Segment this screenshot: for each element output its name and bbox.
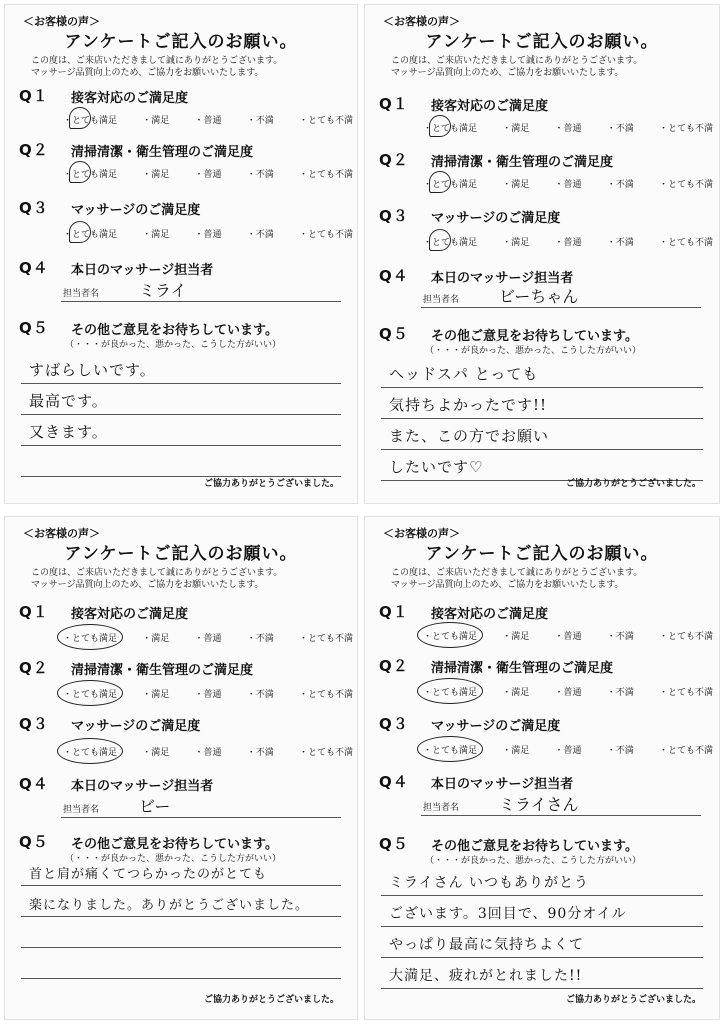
option-dissatisfied[interactable]: ・ 不満 (247, 167, 274, 180)
survey-card: ＜お客様の声＞ アンケートご記入のお願い。 この度は、ご来店いただきまして誠にありがとうございます。 マッサージ品質向上のため、ご協力をお願いいたします。 Q１ 接客対応のご満足度 ・ とても満足 ・ 満足 ・ 普通 ・ 不満 ・ とても不満 Q２ 清掃清潔・衛生管理のご満足度 ・ とても満足 ・ 満足 ・ 普通 ・ 不満 ・ とても不満 Q３ マッサージのご満足度 ・ とても満足 ・ 満足 ・ 普通 ・ 不満 ・ とても不満 Q４ 本日のマッサージ担当者 担当者名 ビーちゃん Q５ その他ご意見をお待ちしています。 （・・・が良かった、悪かった、こうした方がいい） ヘッドスパ とっても 気持ちよかったです!! また、この方でお願い したいです♡ ご協力ありがとうございました。 (364, 4, 720, 504)
comment-lines[interactable] (21, 353, 341, 477)
option-very-satisfied[interactable]: ・ とても満足 (423, 743, 477, 756)
comment-line: ございます。3回目で、90分オイル (381, 896, 703, 927)
option-very-satisfied[interactable]: ・ とても満足 (423, 235, 477, 248)
comment-line (21, 446, 341, 477)
q5-subtext: （・・・が良かった、悪かった、こうした方がいい） (425, 856, 642, 866)
option-normal[interactable]: ・ 普通 (194, 227, 221, 240)
option-dissatisfied[interactable]: ・ 不満 (607, 177, 634, 190)
intro-text: この度は、ご来店いただきまして誠にありがとうございます。 マッサージ品質向上のため、ご協力をお願いいたします。 (391, 568, 643, 590)
comment-line: 又きます。 (21, 415, 341, 446)
comment-line: すばらしいです。 (21, 353, 341, 384)
option-dissatisfied[interactable]: ・ 不満 (607, 743, 634, 756)
q1-options (423, 121, 713, 134)
option-very-satisfied[interactable]: ・ とても満足 (63, 687, 117, 700)
voice-header: ＜お客様の声＞ (383, 15, 460, 28)
q2-options (423, 177, 713, 190)
comment-line: ミライさん いつもありがとう (381, 865, 703, 896)
comment-line: 最高です。 (21, 384, 341, 415)
option-normal[interactable]: ・ 普通 (554, 121, 581, 134)
comment-line: 気持ちよかったです!! (381, 388, 703, 419)
option-satisfied[interactable]: ・ 満足 (502, 177, 529, 190)
voice-header: ＜お客様の声＞ (383, 527, 460, 540)
option-satisfied[interactable]: ・ 満足 (502, 121, 529, 134)
option-normal[interactable]: ・ 普通 (194, 687, 221, 700)
option-very-dissatisfied[interactable]: ・ とても不満 (299, 227, 353, 240)
staff-field[interactable]: 担当者名 ビーちゃん (421, 287, 701, 308)
thanks-text: ご協力ありがとうございました。 (565, 479, 701, 489)
option-very-satisfied[interactable]: ・ とても満足 (423, 121, 477, 134)
intro-text: この度は、ご来店いただきまして誠にありがとうございます。 マッサージ品質向上のため、ご協力をお願いいたします。 (31, 568, 283, 590)
option-very-dissatisfied[interactable]: ・ とても不満 (299, 631, 353, 644)
comment-lines[interactable] (381, 865, 703, 989)
form-title: アンケートご記入のお願い。 (425, 544, 659, 564)
option-normal[interactable]: ・ 普通 (194, 113, 221, 126)
q3-options (63, 227, 353, 240)
staff-field[interactable]: 担当者名 ビー (61, 797, 341, 818)
option-very-dissatisfied[interactable]: ・ とても不満 (659, 121, 713, 134)
option-very-dissatisfied[interactable]: ・ とても不満 (659, 177, 713, 190)
thanks-text: ご協力ありがとうございました。 (203, 995, 339, 1005)
option-very-dissatisfied[interactable]: ・ とても不満 (659, 743, 713, 756)
survey-card: ＜お客様の声＞ アンケートご記入のお願い。 この度は、ご来店いただきまして誠にありがとうございます。 マッサージ品質向上のため、ご協力をお願いいたします。 Q１ 接客対応のご満足度 ・ とても満足 ・ 満足 ・ 普通 ・ 不満 ・ とても不満 Q２ 清掃清潔・衛生管理のご満足度 ・ とても満足 ・ 満足 ・ 普通 ・ 不満 ・ とても不満 Q３ マッサージのご満足度 ・ とても満足 ・ 満足 ・ 普通 ・ 不満 ・ とても不満 Q４ 本日のマッサージ担当者 担当者名 ビー Q５ その他ご意見をお待ちしています。 （・・・が良かった、悪かった、こうした方がいい） 首と肩が痛くてつらかったのがとても 楽になりました。ありがとうございました。 ご協力ありがとうございました。 (4, 516, 358, 1020)
option-satisfied[interactable]: ・ 満足 (142, 167, 169, 180)
option-satisfied[interactable]: ・ 満足 (142, 687, 169, 700)
option-satisfied[interactable]: ・ 満足 (502, 235, 529, 248)
q5-subtext: （・・・が良かった、悪かった、こうした方がいい） (425, 346, 642, 356)
comment-line: また、この方でお願い (381, 419, 703, 450)
comment-lines[interactable] (381, 357, 703, 481)
form-title: アンケートご記入のお願い。 (64, 544, 298, 564)
comment-line: 首と肩が痛くてつらかったのがとても (21, 855, 341, 886)
option-very-satisfied[interactable]: ・ とても満足 (423, 177, 477, 190)
option-very-satisfied[interactable]: ・ とても満足 (423, 685, 477, 698)
q1-options (63, 631, 353, 644)
option-normal[interactable]: ・ 普通 (194, 631, 221, 644)
comment-line: 楽になりました。ありがとうございました。 (21, 886, 341, 917)
option-dissatisfied[interactable]: ・ 不満 (607, 121, 634, 134)
option-very-satisfied[interactable]: ・ とても満足 (63, 113, 117, 126)
staff-field[interactable]: 担当者名 ミライ (61, 281, 341, 302)
option-very-satisfied[interactable]: ・ とても満足 (423, 629, 477, 642)
option-normal[interactable]: ・ 普通 (554, 235, 581, 248)
staff-field[interactable]: 担当者名 ミライさん (421, 795, 701, 816)
option-satisfied[interactable]: ・ 満足 (142, 227, 169, 240)
comment-line (21, 917, 341, 948)
option-normal[interactable]: ・ 普通 (554, 743, 581, 756)
option-normal[interactable]: ・ 普通 (554, 629, 581, 642)
option-dissatisfied[interactable]: ・ 不満 (607, 685, 634, 698)
comment-line: ヘッドスパ とっても (381, 357, 703, 388)
form-title: アンケートご記入のお願い。 (425, 32, 659, 52)
staff-name: ミライ (139, 281, 187, 300)
comment-line (21, 948, 341, 979)
option-normal[interactable]: ・ 普通 (554, 177, 581, 190)
q3-options (63, 745, 353, 758)
comment-lines[interactable] (21, 855, 341, 979)
q2-options (63, 167, 353, 180)
survey-card: ＜お客様の声＞ アンケートご記入のお願い。 この度は、ご来店いただきまして誠にありがとうございます。 マッサージ品質向上のため、ご協力をお願いいたします。 Q１ 接客対応のご満足度 ・ とても満足 ・ 満足 ・ 普通 ・ 不満 ・ とても不満 Q２ 清掃清潔・衛生管理のご満足度 ・ とても満足 ・ 満足 ・ 普通 ・ 不満 ・ とても不満 Q３ マッサージのご満足度 ・ とても満足 ・ 満足 ・ 普通 ・ 不満 ・ とても不満 Q４ 本日のマッサージ担当者 担当者名 ミライさん Q５ その他ご意見をお待ちしています。 （・・・が良かった、悪かった、こうした方がいい） ミライさん いつもありがとう ございます。3回目で、90分オイル やっぱり最高に気持ちよくて 大満足、疲れがとれました!! ご協力ありがとうございました。 (364, 516, 720, 1020)
comment-line: やっぱり最高に気持ちよくて (381, 927, 703, 958)
option-very-dissatisfied[interactable]: ・ とても不満 (659, 235, 713, 248)
comment-line: 大満足、疲れがとれました!! (381, 958, 703, 989)
q3-options (423, 235, 713, 248)
voice-header: ＜お客様の声＞ (23, 527, 100, 540)
option-normal[interactable]: ・ 普通 (194, 745, 221, 758)
option-dissatisfied[interactable]: ・ 不満 (607, 629, 634, 642)
q2-options (63, 687, 353, 700)
q5-subtext: （・・・が良かった、悪かった、こうした方がいい） (65, 340, 282, 350)
thanks-text: ご協力ありがとうございました。 (565, 995, 701, 1005)
q3-options (423, 743, 713, 756)
option-normal[interactable]: ・ 普通 (194, 167, 221, 180)
option-dissatisfied[interactable]: ・ 不満 (247, 745, 274, 758)
staff-name: ビー (139, 797, 171, 816)
option-satisfied[interactable]: ・ 満足 (502, 743, 529, 756)
option-very-dissatisfied[interactable]: ・ とても不満 (659, 685, 713, 698)
comment-line: したいです♡ (381, 450, 703, 481)
voice-header: ＜お客様の声＞ (23, 15, 100, 28)
staff-name: ビーちゃん (499, 287, 579, 306)
option-dissatisfied[interactable]: ・ 不満 (607, 235, 634, 248)
option-satisfied[interactable]: ・ 満足 (502, 629, 529, 642)
option-very-dissatisfied[interactable]: ・ とても不満 (299, 745, 353, 758)
survey-card: ＜お客様の声＞ アンケートご記入のお願い。 この度は、ご来店いただきまして誠にありがとうございます。 マッサージ品質向上のため、ご協力をお願いいたします。 Q１ 接客対応のご満足度 ・ とても満足 ・ 満足 ・ 普通 ・ 不満 ・ とても不満 Q２ 清掃清潔・衛生管理のご満足度 ・ とても満足 ・ 満足 ・ 普通 ・ 不満 ・ とても不満 Q３ マッサージのご満足度 ・ とても満足 ・ 満足 ・ 普通 ・ 不満 ・ とても不満 Q４ 本日のマッサージ担当者 担当者名 ミライ Q５ その他ご意見をお待ちしています。 （・・・が良かった、悪かった、こうした方がいい） すばらしいです。 最高です。 又きます。 ご協力ありがとうございました。 (4, 4, 358, 504)
q5-subtext: （・・・が良かった、悪かった、こうした方がいい） (65, 854, 282, 864)
option-very-dissatisfied[interactable]: ・ とても不満 (659, 629, 713, 642)
option-normal[interactable]: ・ 普通 (554, 685, 581, 698)
option-very-dissatisfied[interactable]: ・ とても不満 (299, 167, 353, 180)
option-satisfied[interactable]: ・ 満足 (142, 745, 169, 758)
intro-text: この度は、ご来店いただきまして誠にありがとうございます。 マッサージ品質向上のため、ご協力をお願いいたします。 (31, 56, 283, 78)
thanks-text: ご協力ありがとうございました。 (203, 479, 339, 489)
option-very-satisfied[interactable]: ・ とても満足 (63, 227, 117, 240)
option-very-satisfied[interactable]: ・ とても満足 (63, 745, 117, 758)
option-satisfied[interactable]: ・ 満足 (142, 631, 169, 644)
option-dissatisfied[interactable]: ・ 不満 (247, 631, 274, 644)
staff-name: ミライさん (499, 795, 579, 814)
option-dissatisfied[interactable]: ・ 不満 (247, 227, 274, 240)
option-very-satisfied[interactable]: ・ とても満足 (63, 631, 117, 644)
option-dissatisfied[interactable]: ・ 不満 (247, 687, 274, 700)
q1-options (63, 113, 353, 126)
option-satisfied[interactable]: ・ 満足 (142, 113, 169, 126)
form-title: アンケートご記入のお願い。 (64, 32, 298, 52)
q2-options (423, 685, 713, 698)
option-very-satisfied[interactable]: ・ とても満足 (63, 167, 117, 180)
option-very-dissatisfied[interactable]: ・ とても不満 (299, 113, 353, 126)
option-very-dissatisfied[interactable]: ・ とても不満 (299, 687, 353, 700)
q1-options (423, 629, 713, 642)
intro-text: この度は、ご来店いただきまして誠にありがとうございます。 マッサージ品質向上のため、ご協力をお願いいたします。 (391, 56, 643, 78)
option-satisfied[interactable]: ・ 満足 (502, 685, 529, 698)
option-dissatisfied[interactable]: ・ 不満 (247, 113, 274, 126)
